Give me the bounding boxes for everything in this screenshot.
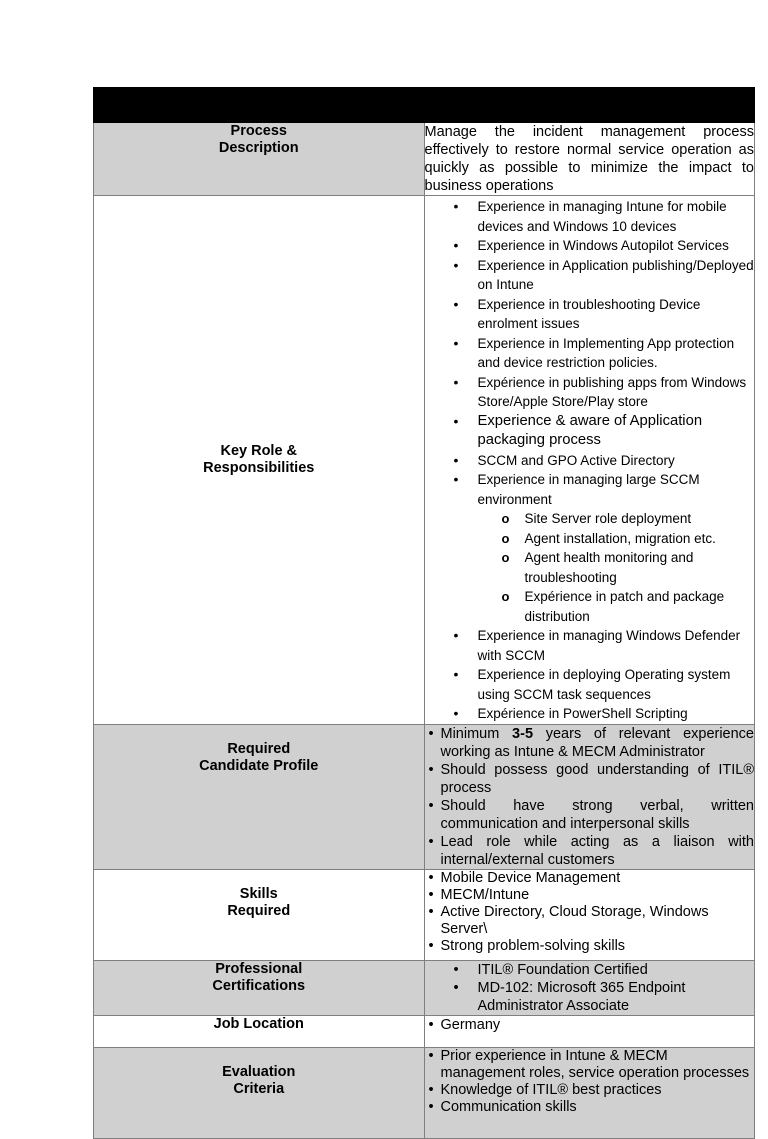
process-description-text: Manage the incident management process effectively to restore normal service operation as quickly as possible to minimize the impact to business operations <box>424 124 754 194</box>
evaluation-cell <box>424 1047 755 1138</box>
list-item <box>478 470 755 626</box>
list-item: • Experience in Windows Autopilot Services <box>478 236 755 256</box>
label-line: Criteria <box>233 1080 285 1097</box>
list-item: • Experience in troubleshooting Device enrolment issues <box>478 295 755 334</box>
certifications-label <box>94 960 425 1015</box>
evaluation-list <box>429 1048 755 1116</box>
row-key-role <box>94 196 755 725</box>
job-location-label: Job Location <box>94 1015 425 1047</box>
job-location-list <box>429 1016 755 1034</box>
list-item: • Active Directory, Cloud Storage, Windows Server\ <box>429 904 755 938</box>
label-line: Professional <box>215 960 303 977</box>
label-line: Certifications <box>212 977 306 994</box>
list-item: • Experience in managing Windows Defender with SCCM <box>478 626 755 665</box>
list-item: • Should have strong verbal, written communication and interpersonal skills <box>429 797 755 833</box>
sub-list-item: o Expérience in patch and package distribution <box>525 587 755 626</box>
label-line: Description <box>218 140 299 156</box>
list-item: • SCCM and GPO Active Directory <box>478 451 755 471</box>
row-certifications <box>94 960 755 1015</box>
list-item: • Mobile Device Management <box>429 870 755 887</box>
job-description-table <box>93 87 755 1139</box>
label-line: Process <box>230 123 287 139</box>
list-item: • Prior experience in Intune & MECM management roles, service operation processes <box>429 1048 755 1082</box>
evaluation-label <box>94 1047 425 1138</box>
skills-label <box>94 869 425 960</box>
text-part: years of relevant experience working as Intune & MECM Administrator <box>440 725 755 760</box>
key-role-label <box>94 196 425 725</box>
key-role-list <box>425 197 755 724</box>
list-item: • Experience in Application publishing/Deployed on Intune <box>478 256 755 295</box>
skills-cell <box>424 869 755 960</box>
label-line: Evaluation <box>222 1063 296 1080</box>
list-item: • Strong problem-solving skills <box>429 938 755 955</box>
list-item: • Experience & aware of Application packaging process <box>478 412 755 451</box>
key-role-list-cell <box>424 196 755 725</box>
list-item: • MD-102: Microsoft 365 Endpoint Administrator Associate <box>478 979 755 1015</box>
label-line: Required <box>227 902 291 919</box>
list-item: • Knowledge of ITIL® best practices <box>429 1082 755 1099</box>
job-location-cell <box>424 1015 755 1047</box>
row-job-location <box>94 1015 755 1047</box>
label-line: Responsibilities <box>203 459 315 476</box>
process-description-label <box>94 123 425 196</box>
list-item: • Experience in Implementing App protection and device restriction policies. <box>478 334 755 373</box>
list-item: • Lead role while acting as a liaison with internal/external customers <box>429 833 755 869</box>
certifications-list <box>425 961 755 1015</box>
sub-list <box>478 509 755 626</box>
list-item: • Expérience in publishing apps from Windows Store/Apple Store/Play store <box>478 373 755 412</box>
sub-list-item: o Site Server role deployment <box>525 509 755 529</box>
candidate-profile-list <box>429 725 755 869</box>
certifications-cell <box>424 960 755 1015</box>
row-skills <box>94 869 755 960</box>
label-line: Skills <box>239 885 278 902</box>
label-line: Candidate Profile <box>199 757 319 774</box>
list-item: • Expérience in PowerShell Scripting <box>478 704 755 724</box>
list-item-text: Experience in managing large SCCM environment <box>477 472 700 507</box>
list-item: • Communication skills <box>429 1099 755 1116</box>
row-evaluation <box>94 1047 755 1138</box>
list-item: • ITIL® Foundation Certified <box>478 961 755 979</box>
row-candidate-profile <box>94 724 755 869</box>
sub-list-item: o Agent health monitoring and troubleshooting <box>525 548 755 587</box>
label-line: Required <box>227 740 291 757</box>
skills-list <box>429 870 755 955</box>
list-item: • MECM/Intune <box>429 887 755 904</box>
table-header-bar <box>94 88 755 123</box>
years-range: 3-5 <box>512 725 534 742</box>
list-item <box>429 725 755 761</box>
list-item: • Germany <box>429 1016 755 1034</box>
candidate-profile-cell <box>424 724 755 869</box>
sub-list-item: o Agent installation, migration etc. <box>525 529 755 549</box>
row-process-description <box>94 123 755 196</box>
label-line: Key Role & <box>220 442 298 459</box>
text-part: Minimum <box>440 725 513 742</box>
header-cell <box>94 88 755 123</box>
candidate-profile-label <box>94 724 425 869</box>
list-item: • Experience in deploying Operating system using SCCM task sequences <box>478 665 755 704</box>
list-item: • Experience in managing Intune for mobile devices and Windows 10 devices <box>478 197 755 236</box>
list-item: • Should possess good understanding of ITIL® process <box>429 761 755 797</box>
